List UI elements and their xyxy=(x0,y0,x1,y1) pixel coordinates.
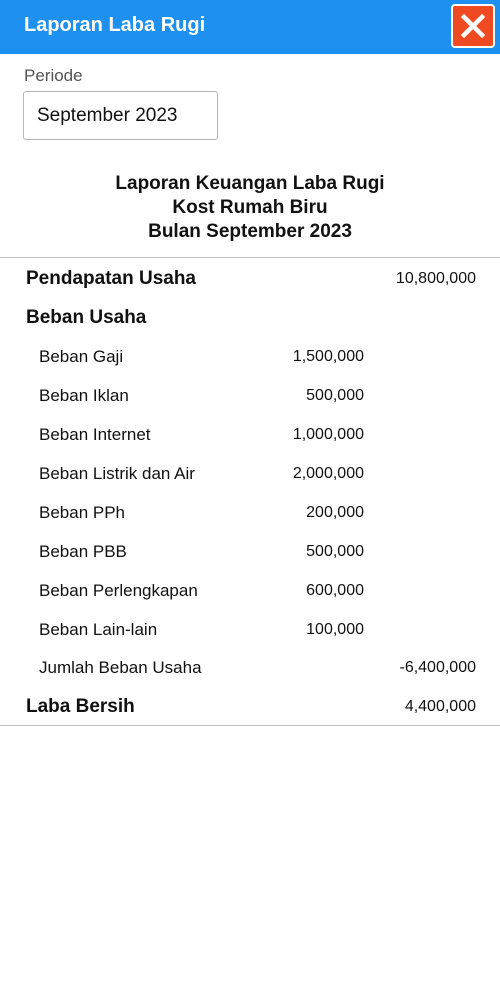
period-input[interactable] xyxy=(23,91,218,140)
expense-value: 1,500,000 xyxy=(292,348,364,365)
expenses-header-row xyxy=(0,298,500,337)
report-period-line: Bulan September 2023 xyxy=(148,221,352,242)
expense-label: Beban Listrik dan Air xyxy=(39,464,195,483)
top-divider xyxy=(0,257,500,258)
expense-value: 600,000 xyxy=(306,582,364,599)
period-label: Periode xyxy=(24,66,83,85)
expense-label: Beban PPh xyxy=(39,503,126,522)
expense-label: Beban PBB xyxy=(39,542,127,561)
expense-value: 2,000,000 xyxy=(292,465,364,482)
expense-value: 500,000 xyxy=(306,543,364,560)
revenue-row xyxy=(0,259,500,298)
report-subtitle-line: Kost Rumah Biru xyxy=(172,197,328,218)
revenue-label: Pendapatan Usaha xyxy=(26,268,196,289)
page-title: Laporan Laba Rugi xyxy=(24,14,206,36)
expense-row xyxy=(0,571,500,610)
expenses-total-label: Jumlah Beban Usaha xyxy=(39,658,202,677)
expense-row xyxy=(0,415,500,454)
expenses-total-row xyxy=(0,648,500,687)
expense-value: 200,000 xyxy=(306,504,364,521)
close-icon xyxy=(459,12,487,40)
expense-label: Beban Gaji xyxy=(39,347,124,366)
report-title-line: Laporan Keuangan Laba Rugi xyxy=(115,173,385,194)
expense-value: 100,000 xyxy=(306,621,364,638)
close-button[interactable] xyxy=(451,4,495,48)
revenue-value: 10,800,000 xyxy=(395,270,476,287)
expenses-header: Beban Usaha xyxy=(26,307,147,328)
expense-row xyxy=(0,337,500,376)
net-profit-label: Laba Bersih xyxy=(26,696,135,717)
expense-label: Beban Iklan xyxy=(39,386,129,405)
expense-row xyxy=(0,454,500,493)
expense-label: Beban Perlengkapan xyxy=(39,581,198,600)
expense-row xyxy=(0,493,500,532)
net-profit-row xyxy=(0,687,500,726)
expense-label: Beban Internet xyxy=(39,425,151,444)
expense-row xyxy=(0,376,500,415)
net-profit-value: 4,400,000 xyxy=(404,698,476,715)
expenses-total-value: -6,400,000 xyxy=(399,659,476,676)
report-title xyxy=(0,172,500,244)
bottom-divider xyxy=(0,725,500,726)
expense-row xyxy=(0,610,500,649)
expense-label: Beban Lain-lain xyxy=(39,620,158,639)
expense-value: 1,000,000 xyxy=(292,426,364,443)
app-bar xyxy=(0,0,500,54)
expense-value: 500,000 xyxy=(306,387,364,404)
expense-row xyxy=(0,532,500,571)
